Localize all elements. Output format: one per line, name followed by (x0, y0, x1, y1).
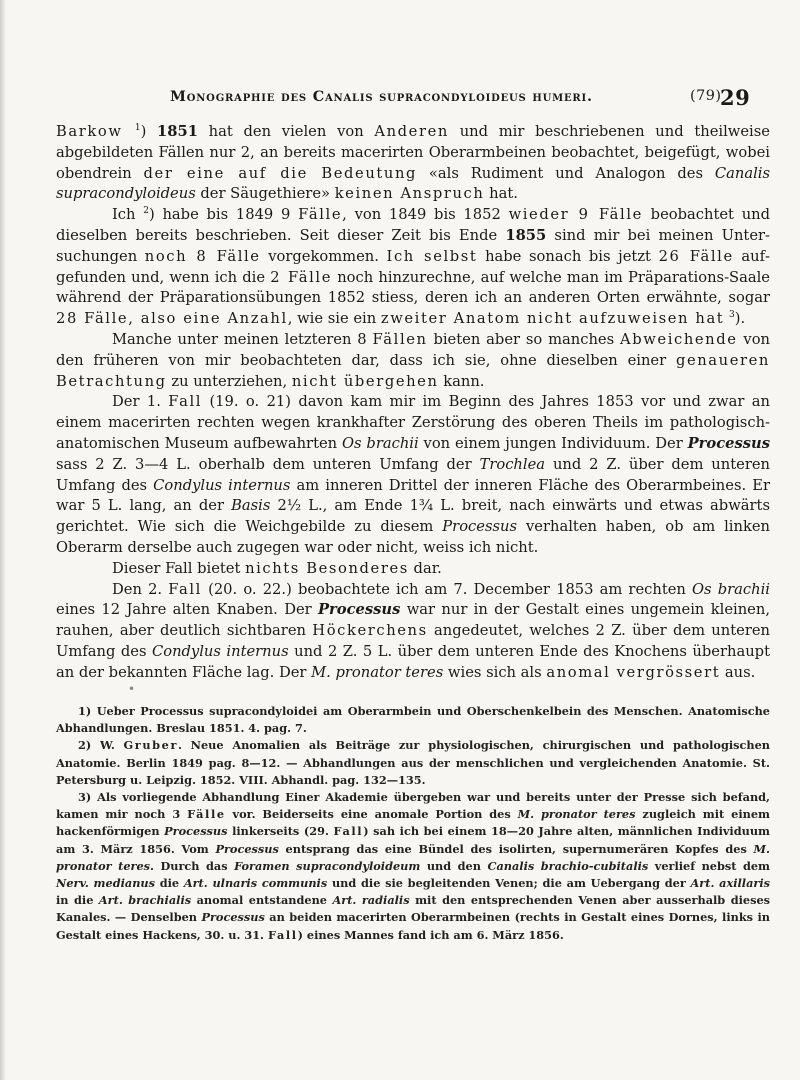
text-run: am inneren Drittel der inneren Fläche des Oberarmbeines. Er war 5 L. lang, an der (56, 476, 770, 515)
text-run: an beiden macerirten Oberarmbeinen (rechts in Gestalt eines Dornes, links in Gestalt eines Hackens, 30. u. 31. (56, 910, 770, 942)
text-run: M. pronator teres (311, 663, 444, 681)
footnote-separator: • (128, 682, 136, 696)
text-run: 28 Fälle, also eine Anzahl (56, 310, 288, 328)
text-run: Art. brachialis (98, 893, 192, 908)
text-run: Processus (201, 910, 265, 925)
footnotes (56, 703, 770, 944)
text-run: Fall (168, 580, 202, 598)
text-run: linkerseits (29. (227, 824, 334, 839)
text-run: Gruber (123, 738, 178, 753)
text-run: Processus (215, 841, 279, 856)
text-run: der eine auf die Bedeutung (143, 164, 418, 182)
footnote (56, 737, 770, 789)
text-run: 2½ L., am Ende 1¾ L. breit, nach einwärts und etwas abwärts gerichtet. Wie sich die Weichgebilde zu diesem (56, 497, 771, 536)
text-run: und 2 Z. 5 L. über dem unteren Ende des Knochens überhaupt an der bekannten Fläche lag. Der (56, 642, 770, 681)
text-run: 1) Ueber Processus supracondyloidei am Oberarmbein und Oberschenkelbein des Menschen. Anatomische Abhandlungen. Breslau 1851. 4. pag. 7. (56, 704, 770, 736)
text-run: sass 2 Z. 3—4 L. oberhalb dem unteren Umfang der (56, 455, 480, 473)
page-number: 29 (720, 85, 751, 110)
text-run: beobachtet und dieselben bereits beschrieben. Seit dieser Zeit bis Ende (56, 206, 771, 244)
text-run: zweiter Anatom nicht aufzuweisen hat (380, 310, 725, 328)
text-run: , von 1849 bis 1852 (342, 206, 509, 224)
text-run: genaueren Betrachtung (56, 351, 770, 390)
text-run: verlief nebst dem (648, 858, 771, 873)
text-run: «als Rudiment und Analogon des (417, 164, 715, 182)
text-run: Anderen (374, 123, 449, 140)
text-run: 1855 (505, 226, 547, 244)
text-run: ) habe bis 1849 9 (148, 206, 299, 224)
footnote-ref: 1 (134, 123, 141, 134)
text-run: in die (56, 893, 99, 908)
text-run: von den früheren von mir beobachteten dar, dass ich sie, ohne dieselben einer (56, 330, 770, 369)
text-run: Processus (687, 434, 770, 452)
paragraph (56, 559, 770, 580)
text-run: Barkow (56, 123, 135, 140)
text-run: Nerv. medianus (56, 876, 155, 891)
text-run: Processus (318, 601, 401, 619)
text-run: Foramen supracondyloideum (234, 858, 421, 873)
text-run: anomal entstandene (191, 893, 333, 908)
text-run: Basis (231, 497, 271, 515)
text-run: aufgefunden und, wenn ich die (56, 247, 770, 286)
text-run: wieder 9 Fälle (508, 206, 643, 224)
text-run: Art. radialis (332, 893, 410, 908)
original-page-number: (79) (690, 88, 722, 104)
text-run: hat. (484, 185, 518, 203)
text-run: 26 Fälle (658, 247, 734, 265)
text-run: und den (420, 858, 488, 873)
text-run: Höckerchens (312, 622, 428, 640)
paragraph (56, 330, 770, 392)
text-run: ). (734, 310, 746, 328)
text-run: Art. ulnaris communis (183, 876, 328, 891)
text-run: die (155, 876, 184, 891)
text-run: ) eines Mannes fand ich am 6. März 1856. (297, 927, 564, 942)
page-edge-shadow (0, 0, 6, 1080)
text-run: der Säugethiere» (195, 185, 335, 203)
text-run: Fall (267, 927, 298, 942)
text-run: vorgekommen. (260, 247, 387, 265)
text-run: Fälle (298, 206, 343, 224)
text-run: Fall (333, 824, 364, 839)
text-run: Manche unter meinen letzteren 8 (112, 330, 373, 348)
footnote (56, 703, 770, 737)
text-run: angedeutet, welches 2 Z. über dem unteren Umfang des (56, 622, 770, 660)
text-run: Processus (442, 518, 518, 536)
text-run: zu unterziehen, (166, 372, 292, 390)
text-run: sind mir bei meinen Untersuchungen (56, 226, 770, 265)
text-run: M. pronator teres (517, 807, 636, 822)
footnote-ref: 2 (143, 206, 149, 217)
paragraph (56, 205, 770, 330)
paragraph (56, 580, 770, 684)
text-run: von einem jungen Individuum. Der (418, 434, 688, 452)
text-run: Canalis supracondyloideus (56, 164, 771, 203)
main-text (56, 122, 770, 684)
text-run: war nur in der Gestalt eines ungemein kleinen, rauhen, aber deutlich sichtbaren (56, 601, 770, 640)
text-run: bieten aber so manches (427, 330, 621, 348)
running-title: Monographie des Canalis supracondyloideus humeri. (170, 88, 593, 105)
text-run: und die sie begleitenden Venen; die am Uebergang der (327, 876, 691, 891)
text-run: ) sah ich bei einem 18—20 Jahre alten, männlichen Individuum am 3. März 1856. Vom (56, 824, 770, 856)
text-run: Abweichende (620, 330, 738, 348)
paragraph (56, 122, 770, 205)
text-run: noch hinzurechne, auf welche man im Präparations-Saale während der Präparationsübungen 1852 stiess, deren ich an anderen Orten erwähnte, sogar (56, 268, 771, 307)
text-run: wies sich als (443, 663, 547, 681)
text-run: Condylus internus (153, 476, 291, 494)
text-run: (19. o. 21) davon kam mir im Beginn des Jahres 1853 vor und zwar an einem macerirten rechten wegen krankhafter Zerstörung des oberen Theils im pathologisch-anatomischen Museum aufbewahrten (56, 393, 770, 452)
text-run: nicht übergehen (291, 372, 439, 390)
text-run: Processus (164, 824, 228, 839)
text-run: entsprang das eine Bündel des isolirten, supernumerären Kopfes des (278, 841, 754, 856)
text-run: Dieser Fall bietet (112, 559, 246, 577)
text-run: Den 2. (112, 580, 169, 598)
text-run: keinen Anspruch (334, 185, 485, 203)
text-run: Fällen (372, 330, 428, 348)
text-run: nichts Besonderes (245, 559, 409, 577)
text-run: (20. o. 22.) beobachtete ich am 7. December 1853 am rechten (201, 580, 693, 598)
text-run: anomal vergrössert (546, 663, 721, 681)
text-run: 1851 (157, 123, 198, 140)
text-run: habe sonach bis jetzt (477, 247, 659, 265)
text-run: Ich selbst (386, 247, 478, 265)
text-run: 2) W. (78, 738, 124, 753)
text-run: Os brachii (692, 580, 770, 598)
text-run: Der 1. (112, 393, 169, 411)
footnote-ref: 3 (728, 310, 735, 321)
text-run: und 2 Z. über dem unteren Umfang des (56, 455, 770, 494)
text-run: Art. axillaris (690, 876, 770, 891)
text-run: M. pronator teres (56, 841, 770, 873)
paragraph (56, 392, 770, 558)
text-run: mit den entsprechenden Venen aber ausserhalb dieses Kanales. — Denselben (56, 893, 771, 925)
text-run: und mir beschriebenen und theilweise abgebildeten Fällen nur 2, an bereits macerirten Oberarmbeinen beobachtet, beigefügt, wobei obendrein (56, 123, 770, 182)
text-run: vor. Beiderseits eine anomale Portion des (225, 807, 518, 822)
footnote (56, 789, 770, 944)
text-run: 3) Als vorliegende Abhandlung Einer Akademie übergeben war und bereits unter der Presse sich befand, kamen mir noch 3 (56, 790, 770, 822)
text-run: zugleich mit einem hackenförmigen (56, 807, 770, 839)
text-run: hat den vielen von (197, 123, 375, 140)
text-run: Fall (168, 393, 203, 411)
text-run: Condylus internus (151, 642, 289, 660)
text-run: Ich (112, 206, 144, 224)
text-run: . Durch das (150, 858, 235, 873)
text-run: Canalis brachio-cubitalis (487, 858, 649, 873)
text-run: . Neue Anomalien als Beiträge zur physiologischen, chirurgischen und pathologischen Anatomie. Berlin 1849 pag. 8—12. — Abhandlungen aus der menschlichen und vergleichenden Anatomie. St. Petersburg u. Leipzig. 1852. VIII. Abhandl. pag. 132—135. (56, 738, 770, 787)
text-run: Os brachii (341, 434, 419, 452)
text-run: Trochlea (479, 455, 546, 473)
text-run: Fälle (187, 807, 226, 822)
text-run: , wie sie ein (287, 310, 381, 328)
text-run: aus. (720, 663, 756, 681)
text-run: eines 12 Jahre alten Knaben. Der (56, 601, 319, 619)
text-run: verhalten haben, ob am linken Oberarm derselbe auch zugegen war oder nicht, weiss ich nicht. (56, 518, 771, 556)
text-run: noch 8 Fälle (144, 247, 261, 265)
text-run: 2 Fälle (270, 268, 333, 286)
text-run: dar. (408, 559, 442, 577)
text-run: ) (140, 123, 158, 140)
text-run: kann. (438, 372, 485, 390)
